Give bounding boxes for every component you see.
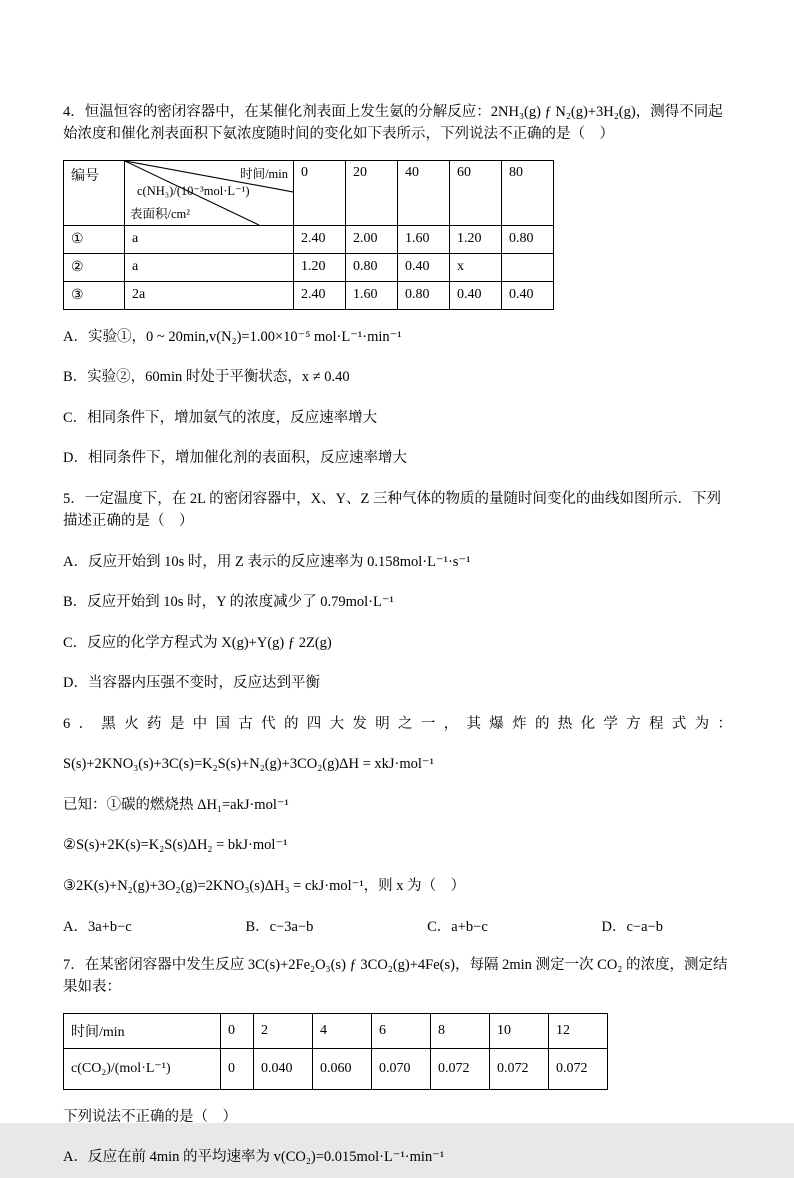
q6-stem: 6．黑火药是中国古代的四大发明之一，其爆炸的热化学方程式为： [63,715,732,732]
q4-option-c: C．相同条件下，增加氨气的浓度，反应速率增大 [63,409,378,426]
q7-option-a: A．反应在前 4min 的平均速率为 v(CO₂)=0.015mol·L⁻¹·min⁻¹ [63,1149,445,1166]
table-cell: 0 [221,1013,254,1048]
table-cell: 0 [221,1048,254,1089]
q6-options-row [63,906,663,945]
table-cell [502,253,554,281]
table-row [64,253,554,281]
table-cell: 0 [294,160,346,225]
table-row [64,281,554,309]
table-cell: 10 [490,1013,549,1048]
table-cell: 1.60 [398,225,450,253]
q4-diagonal-header-cell [125,160,294,225]
table-cell: 0.040 [254,1048,313,1089]
q4-option-a: A．实验①，0 ~ 20min,v(N₂)=1.00×10⁻⁵ mol·L⁻¹·min⁻¹ [63,328,402,345]
q5-option-c: C．反应的化学方程式为 X(g)+Y(g) ƒ 2Z(g) [63,634,332,651]
q6-option-d: D．c−a−b [601,918,663,935]
table-cell: 2.00 [346,225,398,253]
q7-table [63,1013,608,1090]
table-cell: 1.20 [450,225,502,253]
table-cell: 1.20 [294,253,346,281]
q7-table-concentration-row [64,1048,608,1089]
table-cell: 1.60 [346,281,398,309]
table-cell: 4 [313,1013,372,1048]
q6-option-c: C．a+b−c [427,918,488,935]
table-cell: a [125,225,294,253]
q6-known-2: ②S(s)+2K(s)=K₂S(s)ΔH₂ = bkJ·mol⁻¹ [63,837,288,854]
q5-option-b: B．反应开始到 10s 时，Y 的浓度减少了 0.79mol·L⁻¹ [63,594,394,611]
table-cell: 2 [254,1013,313,1048]
q4-table-header-row [64,160,554,225]
table-cell: 0.072 [549,1048,608,1089]
table-cell: 0.40 [502,281,554,309]
table-cell: 0.070 [372,1048,431,1089]
table-cell: 0.072 [431,1048,490,1089]
table-cell: 8 [431,1013,490,1048]
table-cell: 2a [125,281,294,309]
q5-option-d: D．当容器内压强不变时，反应达到平衡 [63,675,320,692]
q7-follow: 下列说法不正确的是（ ） [63,1108,237,1125]
table-row [64,225,554,253]
table-cell: 6 [372,1013,431,1048]
q5-option-a: A．反应开始到 10s 时，用 Z 表示的反应速率为 0.158mol·L⁻¹·s⁻¹ [63,553,471,570]
table-cell: 0.80 [398,281,450,309]
table-cell: x [450,253,502,281]
q6-option-a: A．3a+b−c [63,918,132,935]
table-cell: 2.40 [294,225,346,253]
q4-stem: 4．恒温恒容的密闭容器中，在某催化剂表面上发生氨的分解反应：2NH₃(g) ƒ N₂(g)+3H₂(g)，测得不同起始浓度和催化剂表面积下氨浓度随时间的变化如下表所示，下列说法不正确的是（ ） [63,104,723,143]
table-cell: 0.80 [346,253,398,281]
table-cell: 0.40 [450,281,502,309]
table-cell: 40 [398,160,450,225]
table-cell: ② [64,253,125,281]
table-cell: 0.072 [490,1048,549,1089]
q5-stem: 5．一定温度下，在 2L 的密闭容器中，X、Y、Z 三种气体的物质的量随时间变化的曲线如图所示．下列描述正确的是（ ） [63,490,721,530]
table-cell: 时间/min [64,1013,221,1048]
corner-label-area: 表面积/cm² [130,206,190,221]
table-cell: 0.060 [313,1048,372,1089]
table-cell: 80 [502,160,554,225]
q4-table [63,160,554,310]
table-cell: ③ [64,281,125,309]
table-cell: ① [64,225,125,253]
q4-option-d: D．相同条件下，增加催化剂的表面积，反应速率增大 [63,450,407,467]
q6-known-3: ③2K(s)+N₂(g)+3O₂(g)=2KNO₃(s)ΔH₃ = ckJ·mol⁻¹，则 x 为（ ） [63,877,466,894]
table-cell: 20 [346,160,398,225]
q7-table-time-row [64,1013,608,1048]
table-cell: 0.40 [398,253,450,281]
table-cell: 60 [450,160,502,225]
q6-equation: S(s)+2KNO₃(s)+3C(s)=K₂S(s)+N₂(g)+3CO₂(g)ΔH = xkJ·mol⁻¹ [63,756,434,773]
q7-stem: 7．在某密闭容器中发生反应 3C(s)+2Fe₂O₃(s) ƒ 3CO₂(g)+4Fe(s)，每隔 2min 测定一次 CO₂ 的浓度，测定结果如表： [63,956,728,996]
table-cell: a [125,253,294,281]
corner-label-concentration: c(NH₃)/(10⁻³mol·L⁻¹) [137,183,250,198]
q6-known-1: 已知：①碳的燃烧热 ΔH₁=akJ·mol⁻¹ [63,796,289,813]
table-cell: 12 [549,1013,608,1048]
corner-label-time: 时间/min [240,166,288,181]
q4-table-id-header: 编号 [64,160,125,225]
q6-option-b: B．c−3a−b [245,918,314,935]
table-cell: c(CO₂)/(mol·L⁻¹) [64,1048,221,1089]
table-cell: 0.80 [502,225,554,253]
table-cell: 2.40 [294,281,346,309]
q4-option-b: B．实验②，60min 时处于平衡状态，x ≠ 0.40 [63,369,350,386]
